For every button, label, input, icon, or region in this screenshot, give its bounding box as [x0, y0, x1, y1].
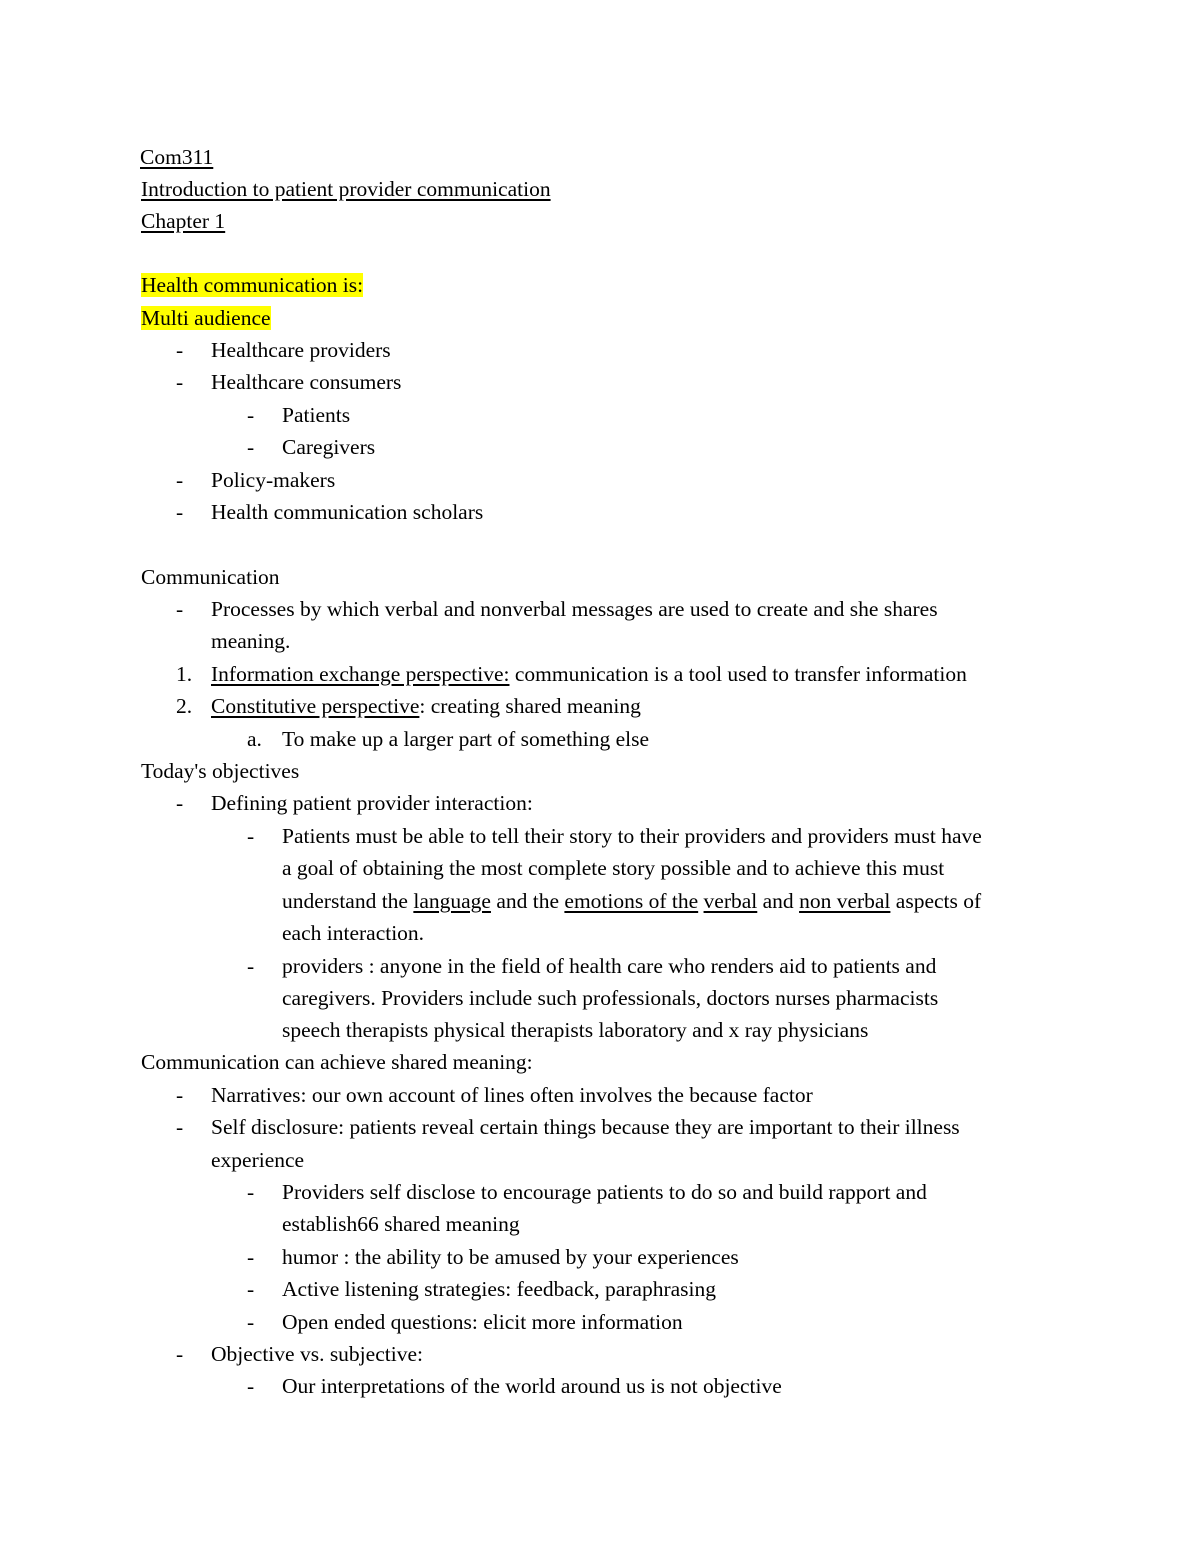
list-item: Defining patient provider interaction: [211, 791, 533, 815]
list-item: Patients [282, 403, 351, 427]
perspective-term: Constitutive perspective [211, 694, 420, 718]
bullet-dash: - [176, 500, 184, 524]
bullet-dash: - [247, 1277, 255, 1301]
bullet-dash: - [247, 435, 255, 459]
definition-line: meaning. [211, 629, 291, 653]
list-item: Health communication scholars [211, 500, 484, 524]
list-item: Healthcare consumers [211, 370, 402, 394]
list-item: Our interpretations of the world around us is not objective [282, 1374, 782, 1398]
underlined-term: verbal [703, 889, 758, 913]
list-item: Open ended questions: elicit more information [282, 1310, 683, 1334]
health-heading [141, 269, 363, 301]
bullet-dash: - [176, 1342, 184, 1366]
perspective-term: Information exchange perspective: [211, 662, 510, 686]
list-item: Self disclosure: patients reveal certain things because they are important to their illness [211, 1115, 960, 1139]
communication-heading: Communication [141, 565, 280, 589]
text-run: understand the [282, 889, 414, 913]
multi-audience-heading [141, 302, 271, 334]
bullet-dash: - [176, 1115, 184, 1139]
bullet-dash: - [247, 1374, 255, 1398]
patients-line: each interaction. [282, 921, 425, 945]
bullet-dash: - [176, 597, 184, 621]
list-item: establish66 shared meaning [282, 1212, 520, 1236]
underlined-term: language [413, 889, 491, 913]
letter-marker: a. [247, 727, 262, 751]
bullet-dash: - [176, 338, 184, 362]
bullet-dash: - [247, 824, 255, 848]
multi-audience-text: Multi audience [141, 306, 271, 330]
list-item: experience [211, 1148, 305, 1172]
bullet-dash: - [176, 468, 184, 492]
shared-meaning-heading: Communication can achieve shared meaning: [141, 1050, 533, 1074]
providers-line: speech therapists physical therapists laboratory and x ray physicians [282, 1018, 869, 1042]
patients-line [282, 885, 981, 917]
course-code: Com311 [140, 145, 214, 169]
underlined-term: non verbal [799, 889, 891, 913]
bullet-dash: - [247, 1245, 255, 1269]
bullet-dash: - [247, 403, 255, 427]
document-title: Introduction to patient provider communication [141, 177, 551, 201]
perspective-item-2 [211, 690, 641, 722]
text-run: and the [490, 889, 565, 913]
bullet-dash: - [176, 370, 184, 394]
list-item: humor : the ability to be amused by your experiences [282, 1245, 739, 1269]
perspective-desc: communication is a tool used to transfer information [509, 662, 967, 686]
underlined-term: emotions of the [564, 889, 699, 913]
chapter-label: Chapter 1 [141, 209, 226, 233]
list-item: Active listening strategies: feedback, paraphrasing [282, 1277, 717, 1301]
bullet-dash: - [247, 1310, 255, 1334]
list-item: Caregivers [282, 435, 376, 459]
bullet-dash: - [176, 791, 184, 815]
list-item: Narratives: our own account of lines often involves the because factor [211, 1083, 813, 1107]
list-item: Providers self disclose to encourage patients to do so and build rapport and [282, 1180, 927, 1204]
patients-line: Patients must be able to tell their story to their providers and providers must have [282, 824, 982, 848]
perspective-item-1 [211, 658, 967, 690]
definition-line: Processes by which verbal and nonverbal messages are used to create and she shares [211, 597, 938, 621]
perspective-desc: : creating shared meaning [419, 694, 641, 718]
list-item: Healthcare providers [211, 338, 391, 362]
providers-line: caregivers. Providers include such professionals, doctors nurses pharmacists [282, 986, 939, 1010]
text-run: aspects of [890, 889, 982, 913]
patients-line: a goal of obtaining the most complete story possible and to achieve this must [282, 856, 945, 880]
objectives-heading: Today's objectives [141, 759, 300, 783]
text-run: and [757, 889, 800, 913]
bullet-dash: - [247, 1180, 255, 1204]
list-item: Policy-makers [211, 468, 336, 492]
number-marker: 2. [176, 694, 193, 718]
bullet-dash: - [247, 954, 255, 978]
health-heading-text: Health communication is: [141, 273, 364, 297]
list-item: Objective vs. subjective: [211, 1342, 423, 1366]
number-marker: 1. [176, 662, 193, 686]
sub-item: To make up a larger part of something else [282, 727, 650, 751]
providers-line: providers : anyone in the field of health care who renders aid to patients and [282, 954, 937, 978]
bullet-dash: - [176, 1083, 184, 1107]
